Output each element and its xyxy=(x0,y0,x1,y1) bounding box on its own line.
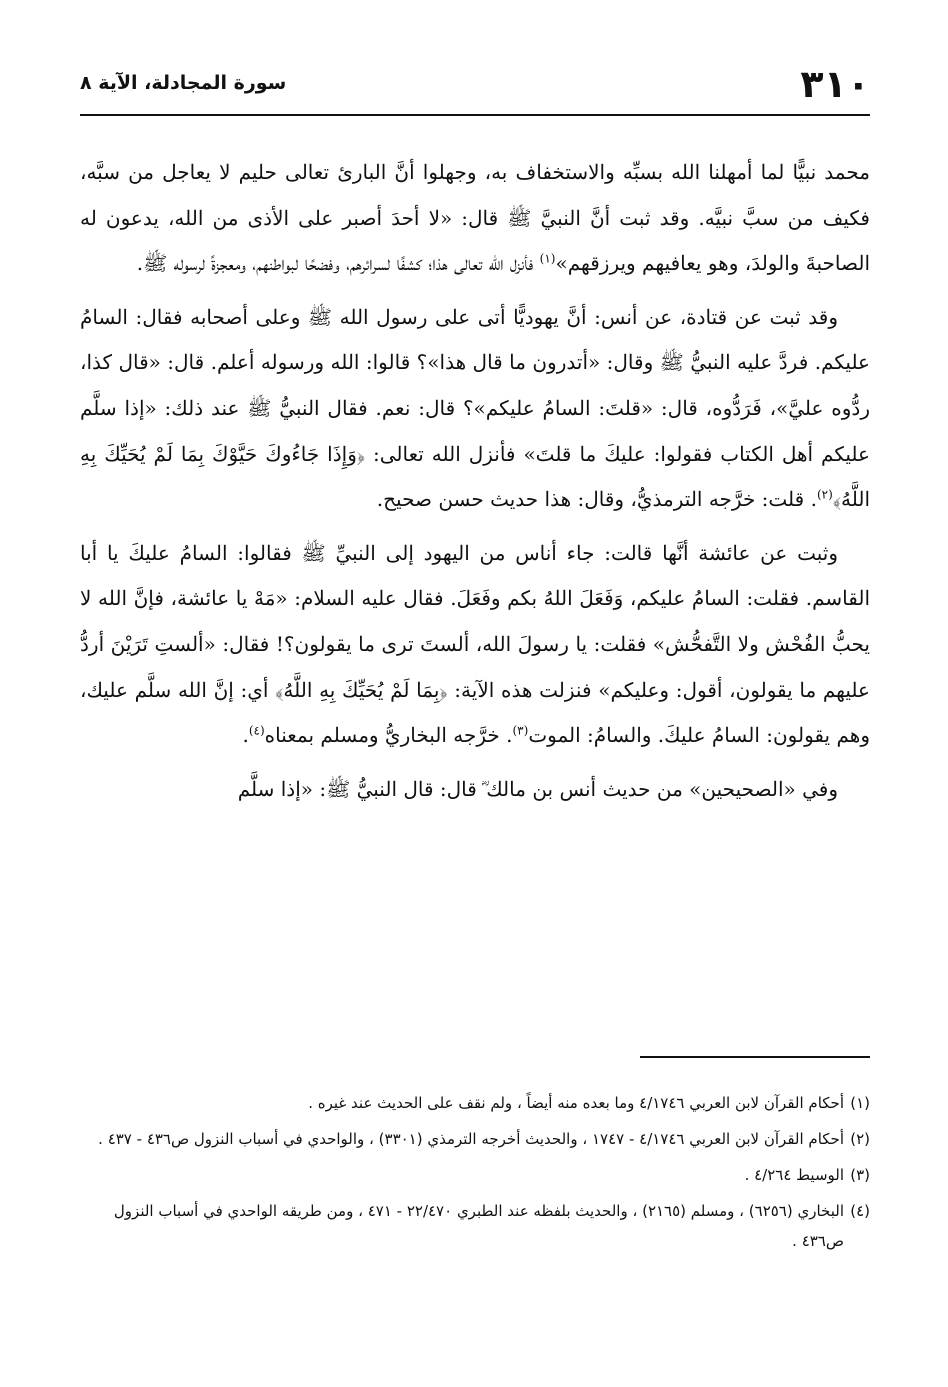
paragraph-2-text-b: . قلت: خرَّجه الترمذيُّ، وقال: هذا حديث حسن صحيح. xyxy=(376,487,817,512)
footnote-text: أحكام القرآن لابن العربي ٤/١٧٤٦ وما بعده منه أيضاً ، ولم نقف على الحديث عند غيره . xyxy=(308,1094,844,1112)
page-header xyxy=(80,62,870,112)
paragraph-4-text: وفي «الصحيحين» من حديث أنس بن مالك ؓ قال: قال النبيُّ ﷺ: «إذا سلَّم xyxy=(237,776,838,801)
paragraph-4 xyxy=(80,767,870,813)
footnote-number: (٤) xyxy=(850,1202,870,1220)
footnotes xyxy=(80,1088,870,1262)
footnote-3 xyxy=(80,1160,870,1190)
running-title: سورة المجادلة، الآية ٨ xyxy=(80,72,287,94)
footnote-number: (٢) xyxy=(850,1130,870,1148)
footnote-ref-1: (١) xyxy=(539,251,556,266)
paragraph-1 xyxy=(80,150,870,287)
footnote-number: (٣) xyxy=(850,1166,870,1184)
footnote-ref-2: (٢) xyxy=(816,487,833,502)
footnote-text: الوسيط ٤/٢٦٤ . xyxy=(744,1166,844,1184)
footnote-ref-4: (٤) xyxy=(248,723,265,738)
footnote-4 xyxy=(80,1196,870,1256)
paragraph-1-text-b: فأنزل الله تعالى هذا؛ كشفًا لسرائرهم، وفضحًا لبواطنهم، ومعجزةً لرسوله ﷺ. xyxy=(136,251,540,276)
footnote-ref-3: (٣) xyxy=(512,723,529,738)
paragraph-1-text-a: محمد نبيًّا لما أمهلنا الله بسبِّه والاستخفاف به، وجهلوا أنَّ البارئ تعالى حليم لا يعاجل من سبَّه، فكيف من سبَّ نبيَّه. وقد ثبت أنَّ النبيَّ ﷺ قال: «لا أحدَ أصبر على الأذى من الله، يدعون له الصاحبةَ والولدَ، وهو يعافيهم ويرزقهم» xyxy=(80,160,870,276)
paragraph-3-text-b: . خرَّجه البخاريُّ ومسلم بمعناه xyxy=(264,723,513,748)
footnote-text: البخاري (٦٢٥٦) ، ومسلم (٢١٦٥) ، والحديث بلفظه عند الطبري ٢٢/٤٧٠ - ٤٧١ ، ومن طريقه الواحدي في أسباب النزول ص٤٣٦ . xyxy=(113,1202,844,1250)
main-text xyxy=(80,150,870,820)
paragraph-3 xyxy=(80,531,870,759)
footnote-2 xyxy=(80,1124,870,1154)
page-number: ٣١٠ xyxy=(800,62,870,106)
footnote-divider xyxy=(640,1056,870,1058)
paragraph-2 xyxy=(80,295,870,523)
paragraph-2-text-a: وقد ثبت عن قتادة، عن أنس: أنَّ يهوديًّا أتى على رسول الله ﷺ وعلى أصحابه فقال: السامُ عليكم. فردَّ عليه النبيُّ ﷺ وقال: «أتدرون ما قال هذا»؟ قالوا: الله ورسوله أعلم. قال: «قال كذا، ردُّوه عليَّ»، فَرَدُّوه، قال: «قلتَ: السامُ عليكم»؟ قال: نعم. فقال النبيُّ ﷺ عند ذلك: «إذا سلَّم عليكم أهل الكتاب فقولوا: عليكَ ما قلتَ» فأنزل الله تعالى: ﴿وَإِذَا جَاءُوكَ حَيَّوْكَ بِمَا لَمْ يُحَيِّكَ بِهِ اللَّهُ﴾ xyxy=(80,304,870,512)
footnote-1 xyxy=(80,1088,870,1118)
footnote-number: (١) xyxy=(850,1094,870,1112)
header-divider xyxy=(80,114,870,116)
paragraph-3-text-c: . xyxy=(242,723,249,748)
footnote-text: أحكام القرآن لابن العربي ٤/١٧٤٦ - ١٧٤٧ ، والحديث أخرجه الترمذي (٣٣٠١) ، والواحدي في أسباب النزول ص٤٣٦ - ٤٣٧ . xyxy=(98,1130,844,1148)
paragraph-3-text-a: وثبت عن عائشة أنَّها قالت: جاء أناس من اليهود إلى النبيِّ ﷺ فقالوا: السامُ عليكَ يا أبا القاسم. فقلت: السامُ عليكم، وَفَعَلَ اللهُ بكم وفَعَلَ. فقال عليه السلام: «مَهْ يا عائشة، فإنَّ الله لا يحبُّ الفُحْش ولا التَّفحُّش» فقلت: يا رسولَ الله، ألستَ ترى ما يقولون؟! فقال: «ألستِ تَرَيْنَ أردُّ عليهم ما يقولون، أقول: وعليكم» فنزلت هذه الآية: ﴿بِمَا لَمْ يُحَيِّكَ بِهِ اللَّهُ﴾ أي: إنَّ الله سلَّم عليك، وهم يقولون: السامُ عليكَ. والسامُ: الموت xyxy=(80,540,870,748)
